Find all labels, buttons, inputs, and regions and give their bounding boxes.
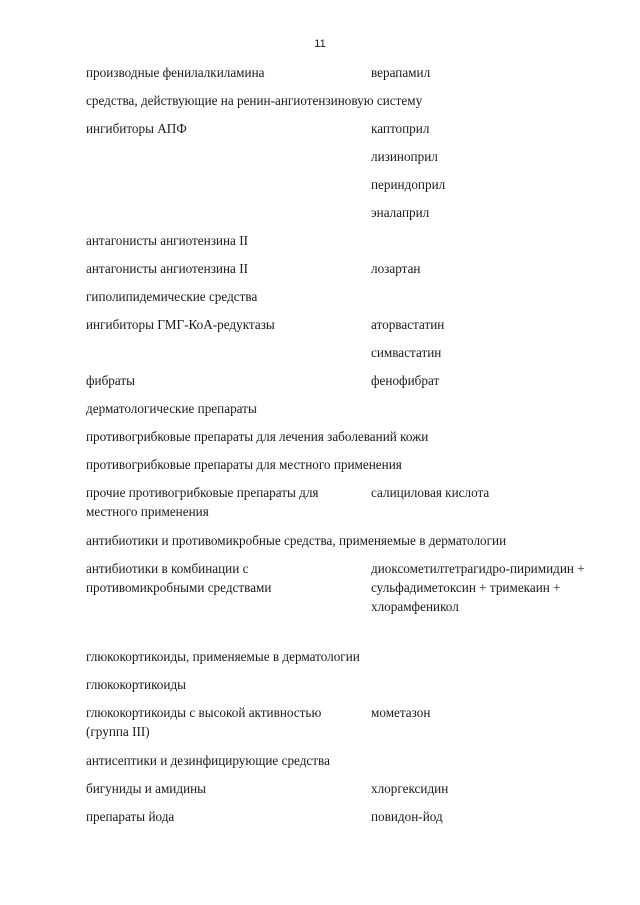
row-term: препараты йода [86, 809, 175, 824]
row-drug: симвастатин [371, 345, 442, 360]
row-drug: аторвастатин [371, 317, 445, 332]
page-number: 11 [314, 38, 326, 50]
row-term: антагонисты ангиотензина II [86, 261, 248, 276]
row-term: антисептики и дезинфицирующие средства [86, 753, 330, 768]
row-term: глюкокортикоиды, применяемые в дерматологии [86, 649, 360, 664]
row-term: глюкокортикоиды [86, 677, 187, 692]
row-term: глюкокортикоиды с высокой активностью (группа III) [86, 705, 322, 739]
row-drug: диоксометилтетрагидро-пиримидин + сульфадиметоксин + тримекаин + хлорамфеникол [371, 561, 585, 614]
row-term: бигуниды и амидины [86, 781, 207, 796]
row-term: фибраты [86, 373, 136, 388]
row-term: прочие противогрибковые препараты для местного применения [86, 485, 319, 519]
row-term: ингибиторы ГМГ-КоА-редуктазы [86, 317, 275, 332]
row-term: ингибиторы АПФ [86, 121, 187, 136]
row-drug: лизиноприл [371, 149, 438, 164]
row-drug: фенофибрат [371, 373, 440, 388]
row-drug: верапамил [371, 65, 431, 80]
row-drug: повидон-йод [371, 809, 443, 824]
row-term: противогрибковые препараты для лечения заболеваний кожи [86, 429, 429, 444]
row-drug: каптоприл [371, 121, 430, 136]
row-term: производные фенилалкиламина [86, 65, 265, 80]
row-drug: мометазон [371, 705, 431, 720]
row-drug: хлоргексидин [371, 781, 449, 796]
row-term: антагонисты ангиотензина II [86, 233, 248, 248]
row-drug: эналаприл [371, 205, 430, 220]
row-drug: салициловая кислота [371, 485, 490, 500]
row-term: средства, действующие на ренин-ангиотензиновую систему [86, 93, 423, 108]
row-drug: периндоприл [371, 177, 446, 192]
row-term: противогрибковые препараты для местного применения [86, 457, 402, 472]
row-term: гиполипидемические средства [86, 289, 258, 304]
row-term: антибиотики в комбинации с противомикробными средствами [86, 561, 272, 595]
row-drug: лозартан [371, 261, 421, 276]
row-term: антибиотики и противомикробные средства, применяемые в дерматологии [86, 533, 507, 548]
row-term: дерматологические препараты [86, 401, 257, 416]
